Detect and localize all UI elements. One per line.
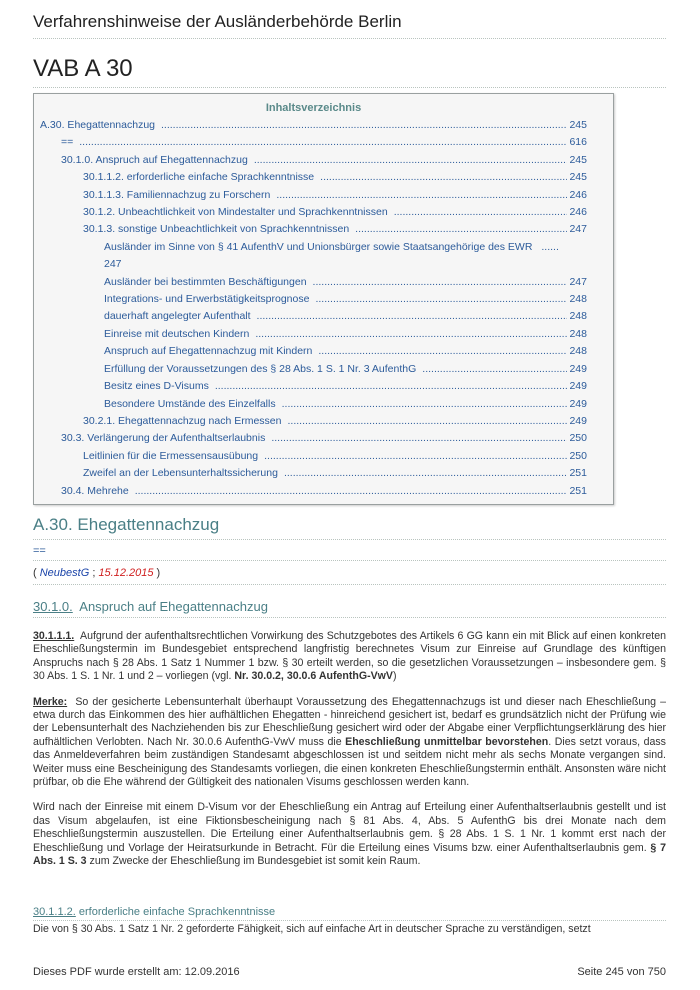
toc-entry-page[interactable]: 248 xyxy=(569,345,587,358)
toc-entry-text[interactable]: 30.3. Verlängerung der Aufenthaltserlaubnis xyxy=(61,432,266,445)
paragraph-bold: Eheschließung unmittelbar bevorstehen xyxy=(345,735,549,748)
footer-created-date: Dieses PDF wurde erstellt am: 12.09.2016 xyxy=(33,966,240,978)
toc-entry-page[interactable]: 251 xyxy=(569,467,587,480)
paragraph-note xyxy=(33,696,666,790)
toc-entry-page[interactable]: 248 xyxy=(569,327,587,340)
toc-entry[interactable] xyxy=(40,448,587,465)
toc-entry-page[interactable]: 249 xyxy=(569,414,587,427)
section-eq-link[interactable]: == xyxy=(33,540,666,561)
toc-entry[interactable] xyxy=(40,343,587,360)
toc-leader xyxy=(254,152,568,169)
toc-entry-text[interactable]: Anspruch auf Ehegattennachzug mit Kindern xyxy=(104,345,313,358)
toc-leader xyxy=(161,117,567,134)
toc-entry-page[interactable]: 247 xyxy=(104,258,122,271)
subsection-title: erforderliche einfache Sprachkenntnisse xyxy=(78,906,276,919)
toc-entry-text[interactable]: 30.1.2. Unbeachtlichkeit von Mindestalter und Sprachkenntnissen xyxy=(83,206,388,219)
toc-entry-text[interactable]: 30.1.0. Anspruch auf Ehegattennachzug xyxy=(61,153,248,166)
toc-entry-text[interactable]: dauerhaft angelegter Aufenthalt xyxy=(104,310,251,323)
toc-entry-text[interactable]: Ausländer bei bestimmten Beschäftigungen xyxy=(104,275,307,288)
toc-leader xyxy=(264,448,567,465)
toc-entry-text[interactable]: Zweifel an der Lebensunterhaltssicherung xyxy=(83,467,278,480)
paragraph-text: zum Zwecke der Eheschließung im Bundesgebiet ist somit kein Raum. xyxy=(86,855,421,868)
toc-leader xyxy=(282,396,568,413)
toc-leader xyxy=(355,221,567,238)
toc-entry-text[interactable]: 30.1.3. sonstige Unbeachtlichkeit von Sprachkenntnissen xyxy=(83,223,350,236)
toc-entry[interactable] xyxy=(40,465,587,482)
paragraph-text: Wird nach der Einreise mit einem D-Visum vor der Eheschließung ein Antrag auf Erteilung einer Aufenthaltserlaubnis gestellt und ist das Visum abgelaufen, ist eine Fiktionsbescheinigung nach § 81 Abs. 4, Abs. 5 AufenthG bis drei Monate nach dem Eheschließungstermin auszustellen. Die Erteilung einer Aufenthaltserlaubnis gem. § 28 Abs. 1 S. 1 Nr. 1 kommt erst nach der Eheschließung und Vorlage der Heiratsurkunde in Betracht. Für die Erteilung eines Visums bzw. einer Aufenthaltserlaubnis gem. xyxy=(33,801,666,854)
toc-entry-page[interactable]: 251 xyxy=(569,484,587,497)
toc-entry[interactable] xyxy=(40,152,587,169)
toc-entry-page[interactable]: 245 xyxy=(569,153,587,166)
section-heading: A.30. Ehegattennachzug xyxy=(33,515,666,540)
toc-entry[interactable] xyxy=(40,308,587,325)
toc-entry-page[interactable]: 250 xyxy=(569,432,587,445)
toc-entry[interactable] xyxy=(40,274,587,291)
subsection-heading xyxy=(33,599,666,618)
toc-leader xyxy=(287,413,567,430)
toc-entry-text[interactable]: 30.4. Mehrehe xyxy=(61,484,129,497)
toc-entry-page[interactable]: 250 xyxy=(569,449,587,462)
toc-entry-page[interactable]: 246 xyxy=(569,188,587,201)
toc-leader xyxy=(135,483,568,500)
toc-entry-page[interactable]: 245 xyxy=(569,119,587,131)
toc-leader: ...... xyxy=(541,240,559,253)
paragraph-text: Aufgrund der aufenthaltsrechtlichen Vorwirkung des Schutzgebotes des Artikels 6 GG kann ein mit Blick auf einen konkreten Eheschließungstermin im Bundesgebiet entsprechend langfristig berechnetes Visum zur Einreise auf Grundlage des künftigen Anspruchs nach § 28 Abs. 1 Satz 1 Nummer 1 bzw. § 30 erteilt werden, so die gesetzlichen Voraussetzungen – insbesondere gem. § 30 Abs. 1 S. 1 Nr. 1 und 2 – vorliegen (vgl. xyxy=(33,629,666,683)
citation xyxy=(33,567,666,585)
site-title: Verfahrenshinweise der Ausländerbehörde Berlin xyxy=(33,12,666,39)
toc-entry[interactable] xyxy=(40,117,587,134)
citation-separator: ; xyxy=(89,566,99,579)
toc-entry[interactable] xyxy=(40,483,587,500)
paragraph xyxy=(33,630,666,684)
subsection-heading xyxy=(33,906,666,921)
toc-entry-page[interactable]: 248 xyxy=(569,310,587,323)
citation-open: ( xyxy=(33,566,40,579)
toc-entry-page[interactable]: 249 xyxy=(569,362,587,375)
toc-entry-page[interactable]: 247 xyxy=(569,275,587,288)
toc-entry-text[interactable]: Einreise mit deutschen Kindern xyxy=(104,327,250,340)
footer-page-number: Seite 245 von 750 xyxy=(577,966,666,978)
toc-entry-text[interactable]: == xyxy=(61,136,74,149)
toc-entry[interactable] xyxy=(40,187,587,204)
toc-entry-text[interactable]: Besondere Umstände des Einzelfalls xyxy=(104,397,276,410)
toc-leader xyxy=(320,169,567,186)
toc-entry[interactable] xyxy=(40,326,587,343)
toc-leader xyxy=(315,291,567,308)
paragraph-bold: § 7 Abs. 1 S. 3 xyxy=(33,841,666,868)
toc-entry[interactable] xyxy=(40,204,587,221)
toc-entry[interactable] xyxy=(40,221,587,238)
toc-entry-text[interactable]: Integrations- und Erwerbstätigkeitsprognose xyxy=(104,293,310,306)
subsection-title: Anspruch auf Ehegattennachzug xyxy=(79,598,268,614)
toc-leader xyxy=(318,343,567,360)
toc-entry-text[interactable]: Ausländer im Sinne von § 41 AufenthV und Unionsbürger sowie Staatsangehörige des EWR xyxy=(104,240,533,253)
toc-entry-text[interactable]: 30.1.1.3. Familiennachzug zu Forschern xyxy=(83,188,271,201)
toc-leader xyxy=(215,378,568,395)
toc-leader xyxy=(276,187,567,204)
paragraph-bold: Nr. 30.0.2, 30.0.6 AufenthG-VwV xyxy=(234,670,393,683)
page xyxy=(33,0,666,937)
toc-entry[interactable] xyxy=(40,239,587,274)
subsection-number-link[interactable]: 30.1.1.2. xyxy=(33,906,76,919)
toc-entry-page[interactable]: 246 xyxy=(569,206,587,219)
toc-entry-text[interactable]: 30.1.1.2. erforderliche einfache Sprachkenntnisse xyxy=(83,171,315,184)
toc-entry[interactable] xyxy=(40,169,587,186)
toc-leader xyxy=(255,326,567,343)
toc-entry[interactable] xyxy=(40,291,587,308)
toc-leader xyxy=(271,430,567,447)
page-footer xyxy=(33,966,666,978)
toc-entry-page[interactable]: 249 xyxy=(569,380,587,393)
toc-entry-text[interactable]: Erfüllung der Voraussetzungen des § 28 Abs. 1 S. 1 Nr. 3 AufenthG xyxy=(104,362,417,375)
toc-entry-text[interactable]: A.30. Ehegattennachzug xyxy=(40,119,156,131)
paragraph-number: 30.1.1.1. xyxy=(33,629,75,642)
subsection-number-link[interactable]: 30.1.0. xyxy=(33,598,73,614)
toc-title: Inhaltsverzeichnis xyxy=(265,102,362,114)
paragraph-text: . Dies setzt voraus, dass das Anmeldeverfahren beim zuständigen Standesamt abgeschlossen ist und seitdem nicht mehr als sechs Monate vergangen sind. Weiter muss eine Bescheinigung des Standesamts vorliegen, die einen konkreten Eheschließungstermin enthält. Ansonsten wäre nicht prüfbar, ob die Ehe während der Gültigkeit des nationalen Visums geschlossen werden kann. xyxy=(33,735,666,788)
toc-entry[interactable] xyxy=(40,134,587,151)
toc-entry-page[interactable]: 249 xyxy=(569,397,587,410)
note-label: Merke: xyxy=(33,695,68,708)
toc-entry-page[interactable]: 616 xyxy=(569,136,587,149)
table-of-contents xyxy=(33,93,614,505)
toc-leader xyxy=(422,361,567,378)
citation-law-link[interactable]: NeubestG xyxy=(39,566,90,579)
toc-leader xyxy=(284,465,568,482)
toc-entry-page[interactable]: 248 xyxy=(569,293,587,306)
toc-entry[interactable] xyxy=(40,430,587,447)
toc-entry[interactable] xyxy=(40,413,587,430)
paragraph xyxy=(33,801,666,868)
toc-leader xyxy=(313,274,568,291)
toc-entry[interactable] xyxy=(40,378,587,395)
document-title: VAB A 30 xyxy=(33,55,666,88)
paragraph-text-end: ) xyxy=(392,670,397,683)
paragraph-text: So der gesicherte Lebensunterhalt überhaupt Voraussetzung des Ehegattennachzugs ist und dieser nach Eheschließung – etwa durch das Einkommen des hier aufhältlichen Ehegatten - hinreichend gesichert ist, bedarf es grundsätzlich nicht der Prüfung wie der Lebensunterhalt des Nachziehenden bis zur Eheschließung gesichert wird oder der Abgabe einer Verpflichtungserklärung des hier aufhältlichen Verlobten. Nach Nr. 30.0.6 AufenthG-VwV muss die xyxy=(33,695,666,748)
toc-entry-text[interactable]: Leitlinien für die Ermessensausübung xyxy=(83,449,259,462)
citation-close: ) xyxy=(153,566,161,579)
toc-entry[interactable] xyxy=(40,396,587,413)
toc-entry-page[interactable]: 245 xyxy=(569,171,587,184)
toc-leader xyxy=(257,308,568,325)
paragraph: Die von § 30 Abs. 1 Satz 1 Nr. 2 geforderte Fähigkeit, sich auf einfache Art in deutscher Sprache zu verständigen, setzt xyxy=(33,923,591,936)
toc-leader xyxy=(79,134,567,151)
toc-entry-text[interactable]: 30.2.1. Ehegattennachzug nach Ermessen xyxy=(83,414,282,427)
toc-leader xyxy=(394,204,568,221)
citation-date: 15.12.2015 xyxy=(98,566,154,579)
toc-entry-text[interactable]: Besitz eines D-Visums xyxy=(104,380,209,393)
toc-entry-page[interactable]: 247 xyxy=(569,223,587,236)
toc-entry[interactable] xyxy=(40,361,587,378)
